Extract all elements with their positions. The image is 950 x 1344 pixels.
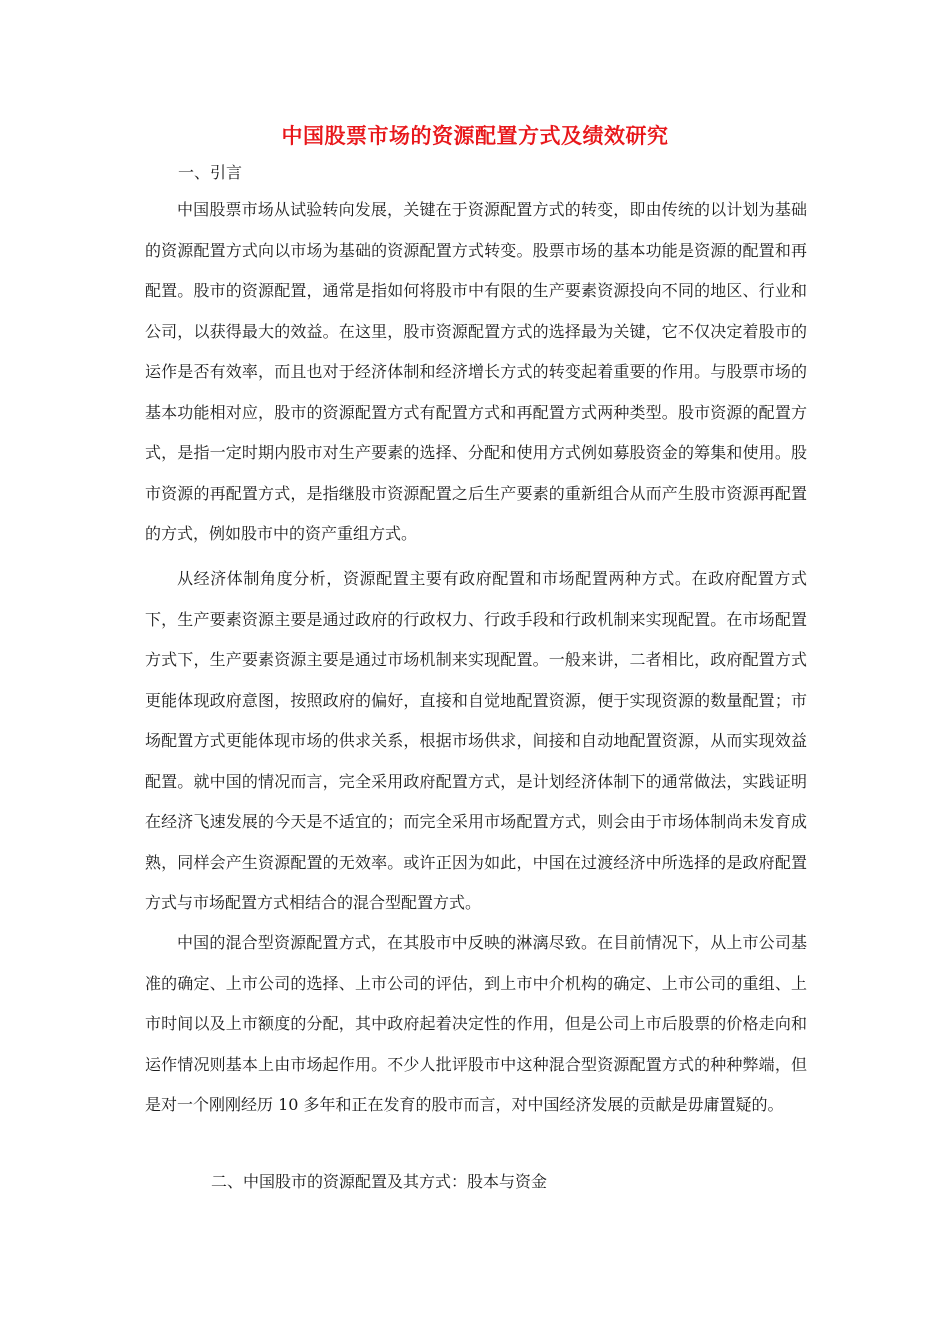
body-paragraph-1: 中国股票市场从试验转向发展，关键在于资源配置方式的转变，即由传统的以计划为基础的资源配置方式向以市场为基础的资源配置方式转变。股票市场的基本功能是资源的配置和再配置。股市的资源配置，通常是指如何将股市中有限的生产要素资源投向不同的地区、行业和公司，以获得最大的效益。在这里，股市资源配置方式的选择最为关键，它不仅决定着股市的运作是否有效率，而且也对于经济体制和经济增长方式的转变起着重要的作用。与股票市场的基本功能相对应，股市的资源配置方式有配置方式和再配置方式两种类型。股市资源的配置方式，是指一定时期内股市对生产要素的选择、分配和使用方式例如募股资金的筹集和使用。股市资源的再配置方式，是指继股市资源配置之后生产要素的重新组合从而产生股市资源再配置的方式，例如股市中的资产重组方式。 — [145, 200, 807, 543]
document-title: 中国股票市场的资源配置方式及绩效研究 — [281, 123, 669, 148]
body-paragraph-2: 从经济体制角度分析，资源配置主要有政府配置和市场配置两种方式。在政府配置方式下，生产要素资源主要是通过政府的行政权力、行政手段和行政机制来实现配置。在市场配置方式下，生产要素资源主要是通过市场机制来实现配置。一般来讲，二者相比，政府配置方式更能体现政府意图，按照政府的偏好，直接和自觉地配置资源，便于实现资源的数量配置；市场配置方式更能体现市场的供求关系，根据市场供求，间接和自动地配置资源，从而实现效益配置。就中国的情况而言，完全采用政府配置方式，是计划经济体制下的通常做法，实践证明在经济飞速发展的今天是不适宜的；而完全采用市场配置方式，则会由于市场体制尚未发育成熟，同样会产生资源配置的无效率。或许正因为如此，中国在过渡经济中所选择的是政府配置方式与市场配置方式相结合的混合型配置方式。 — [145, 569, 807, 912]
section-heading-2: 二、中国股市的资源配置及其方式：股本与资金 — [211, 1172, 548, 1191]
section-heading-introduction: 一、引言 — [178, 163, 243, 182]
body-paragraph-3: 中国的混合型资源配置方式，在其股市中反映的淋漓尽致。在目前情况下，从上市公司基准的确定、上市公司的选择、上市公司的评估，到上市中介机构的确定、上市公司的重组、上市时间以及上市额度的分配，其中政府起着决定性的作用，但是公司上市后股票的价格走向和运作情况则基本上由市场起作用。不少人批评股市中这种混合型资源配置方式的种种弊端，但是对一个刚刚经历 10 多年和正在发育的股市而言，对中国经济发展的贡献是毋庸置疑的。 — [145, 933, 807, 1114]
